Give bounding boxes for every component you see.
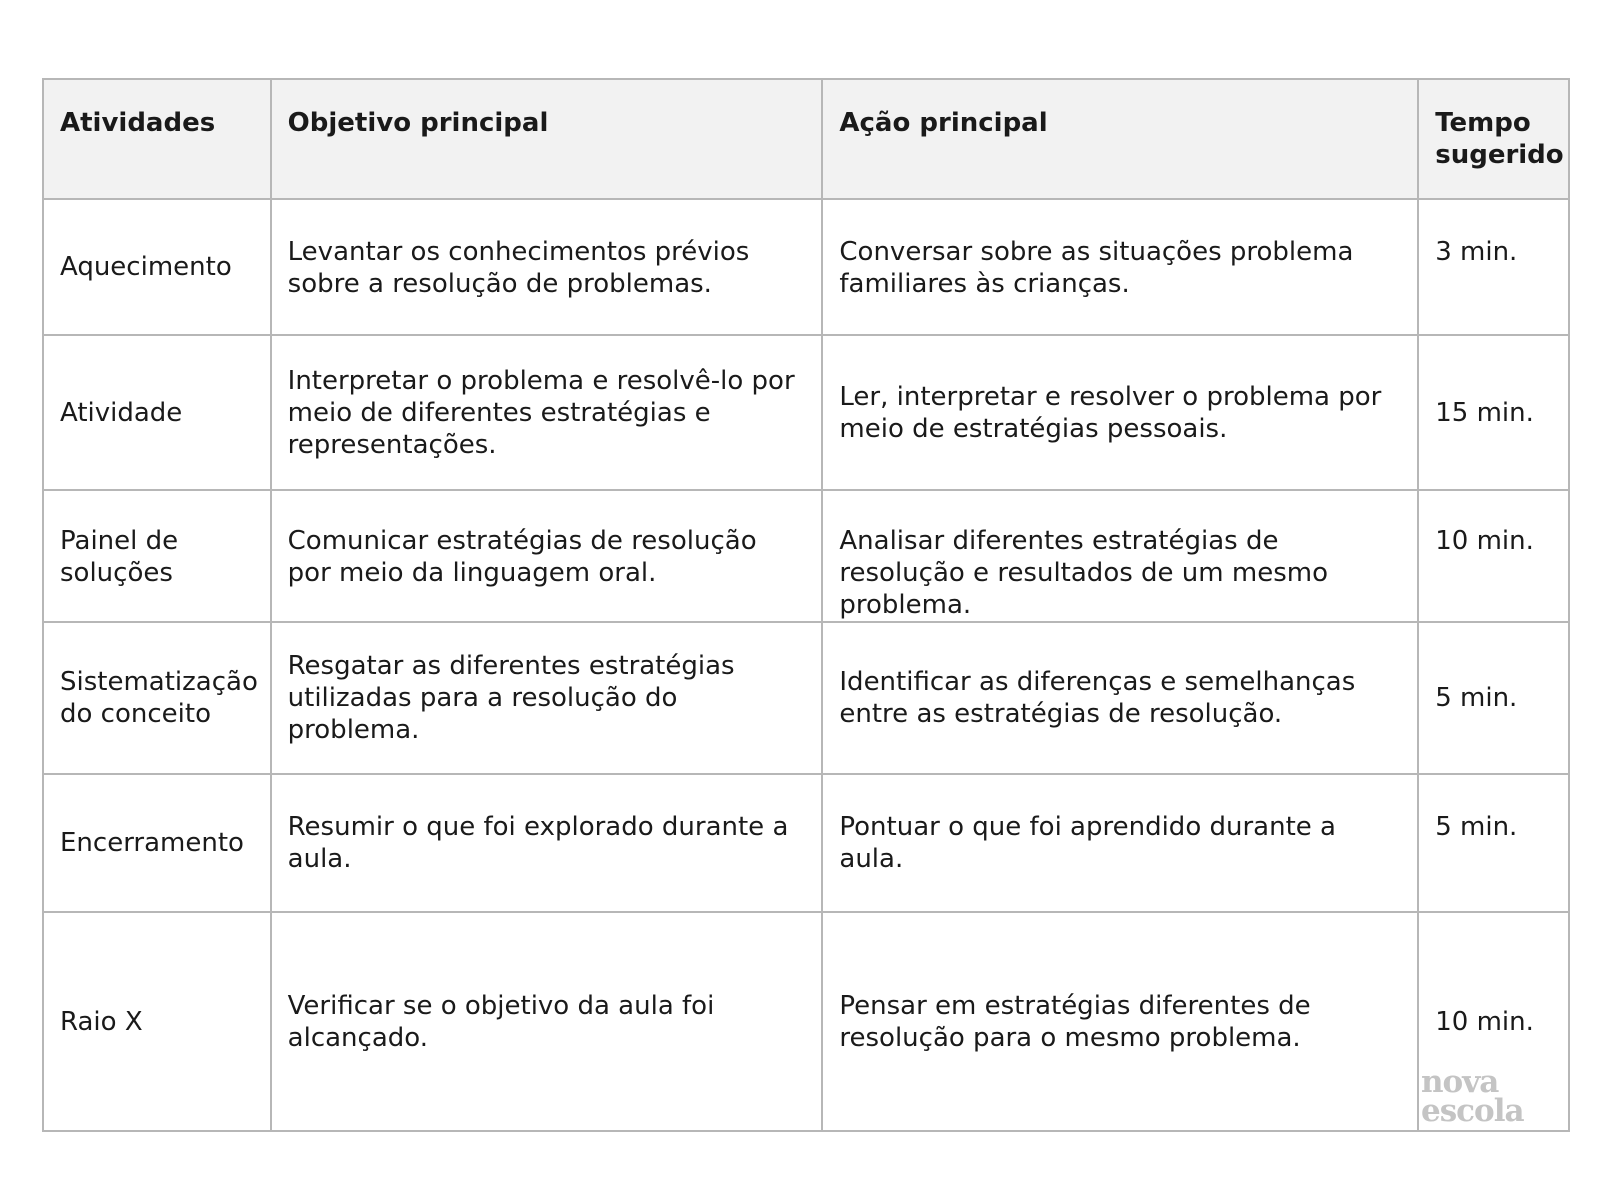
cell-acao: Pontuar o que foi aprendido durante a aula. [822,774,1418,912]
cell-tempo: 5 min. [1418,774,1569,912]
nova-escola-logo [1421,1064,1541,1129]
header-acao: Ação principal [822,79,1418,199]
header-atividades: Atividades [43,79,271,199]
table-row [43,912,1569,1131]
cell-acao: Pensar em estratégias diferentes de resolução para o mesmo problema. [822,912,1418,1131]
table-row [43,199,1569,335]
header-objetivo: Objetivo principal [271,79,823,199]
cell-objetivo: Levantar os conhecimentos prévios sobre a resolução de problemas. [271,199,823,335]
lesson-plan-table [42,78,1570,1132]
cell-objetivo: Resumir o que foi explorado durante a aula. [271,774,823,912]
header-tempo: Tempo sugerido [1418,79,1569,199]
table-row [43,622,1569,774]
cell-tempo: 10 min. [1418,912,1569,1131]
cell-objetivo: Resgatar as diferentes estratégias utilizadas para a resolução do problema. [271,622,823,774]
cell-tempo: 10 min. [1418,490,1569,622]
table-row [43,490,1569,622]
cell-acao: Identificar as diferenças e semelhanças entre as estratégias de resolução. [822,622,1418,774]
cell-atividade: Raio X [43,912,271,1131]
cell-tempo: 3 min. [1418,199,1569,335]
logo-line-nova: nova [1421,1064,1499,1100]
cell-tempo: 15 min. [1418,335,1569,490]
cell-acao: Ler, interpretar e resolver o problema por meio de estratégias pessoais. [822,335,1418,490]
cell-atividade: Painel de soluções [43,490,271,622]
table-row [43,774,1569,912]
table-row [43,335,1569,490]
cell-objetivo: Verificar se o objetivo da aula foi alcançado. [271,912,823,1131]
cell-tempo: 5 min. [1418,622,1569,774]
cell-atividade: Atividade [43,335,271,490]
cell-acao: Conversar sobre as situações problema familiares às crianças. [822,199,1418,335]
cell-atividade: Aquecimento [43,199,271,335]
cell-atividade: Sistematização do conceito [43,622,271,774]
logo-line-escola: escola [1421,1093,1524,1129]
table-header-row [43,79,1569,199]
cell-objetivo: Comunicar estratégias de resolução por meio da linguagem oral. [271,490,823,622]
cell-acao: Analisar diferentes estratégias de resolução e resultados de um mesmo problema. [822,490,1418,622]
cell-objetivo: Interpretar o problema e resolvê-lo por meio de diferentes estratégias e representações. [271,335,823,490]
cell-atividade: Encerramento [43,774,271,912]
